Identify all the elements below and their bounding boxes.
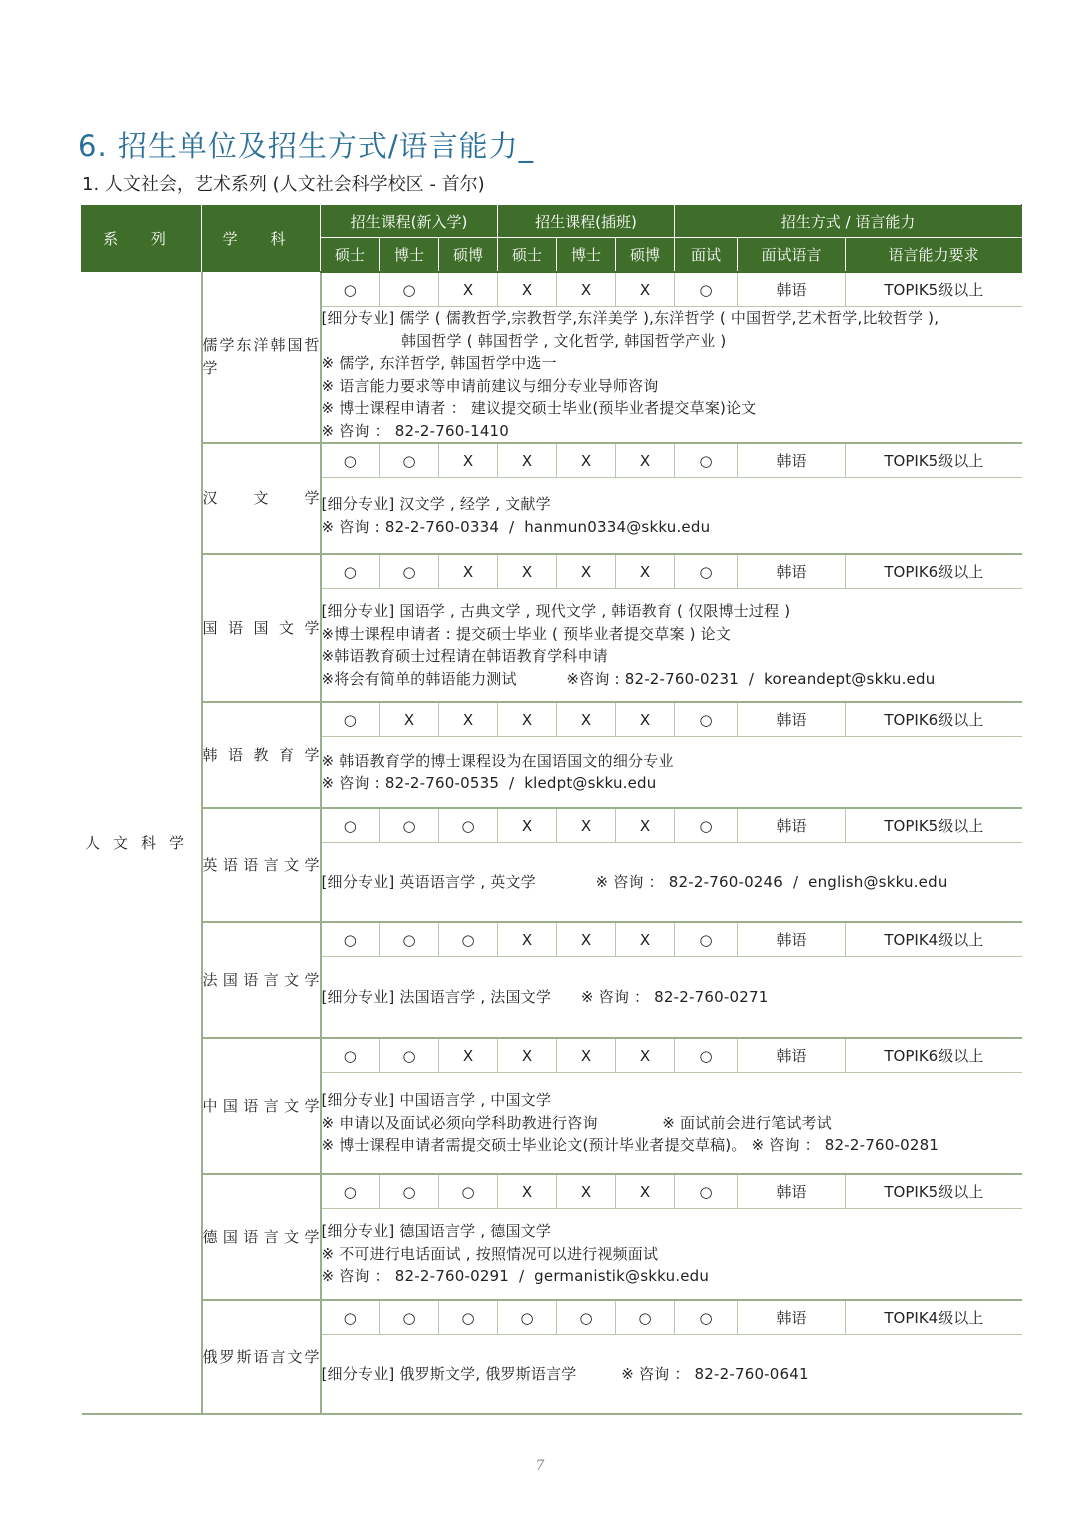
- table-row: [82, 1174, 1022, 1209]
- dept-name: 儒学东洋韩国哲学: [202, 272, 321, 443]
- program-mark-cell: X: [616, 443, 675, 478]
- program-mark-cell: X: [557, 1038, 616, 1073]
- program-mark-cell: TOPIK5级以上: [846, 272, 1022, 307]
- dept-name: 俄罗斯语言文学: [202, 1300, 321, 1414]
- program-mark-cell: X: [557, 922, 616, 957]
- dept-detail: [细分专业] 法国语言学 , 法国文学 ※ 咨询 ： 82-2-760-0271: [321, 957, 1022, 1039]
- header-sub: 硕士: [498, 238, 557, 273]
- program-mark-cell: ○: [321, 808, 380, 843]
- program-mark-cell: ○: [380, 443, 439, 478]
- program-mark-cell: X: [439, 702, 498, 737]
- program-mark-cell: TOPIK5级以上: [846, 1174, 1022, 1209]
- dept-detail: [细分专业] 德国语言学 , 德国文学 ※ 不可进行电话面试 , 按照情况可以进行视频面试 ※ 咨询 ： 82-2-760-0291 / germanistik@skku.edu: [321, 1209, 1022, 1301]
- page-number: 7: [535, 1458, 545, 1474]
- program-mark-cell: X: [616, 1174, 675, 1209]
- program-mark-cell: 韩语: [738, 922, 846, 957]
- program-mark-cell: X: [616, 808, 675, 843]
- table-row: [82, 702, 1022, 737]
- program-mark-cell: ○: [439, 1174, 498, 1209]
- header-sub: 硕士: [321, 238, 380, 273]
- program-mark-cell: X: [498, 808, 557, 843]
- dept-name: 汉文学: [202, 443, 321, 554]
- program-mark-cell: X: [557, 1174, 616, 1209]
- dept-name: 国语国文学: [202, 554, 321, 702]
- program-mark-cell: TOPIK6级以上: [846, 1038, 1022, 1073]
- program-mark-cell: ○: [498, 1300, 557, 1335]
- program-mark-cell: TOPIK5级以上: [846, 443, 1022, 478]
- program-mark-cell: 韩语: [738, 808, 846, 843]
- program-mark-cell: X: [380, 702, 439, 737]
- program-mark-cell: TOPIK4级以上: [846, 922, 1022, 957]
- header-dept: 学 科: [202, 205, 321, 273]
- program-mark-cell: X: [439, 554, 498, 589]
- header-sub: 博士: [380, 238, 439, 273]
- program-mark-cell: ○: [675, 808, 738, 843]
- dept-detail: ※ 韩语教育学的博士课程设为在国语国文的细分专业 ※ 咨询 : 82-2-760-0535 / kledpt@skku.edu: [321, 737, 1022, 809]
- dept-detail: [细分专业] 汉文学 , 经学 , 文献学 ※ 咨询 : 82-2-760-0334 / hanmun0334@skku.edu: [321, 478, 1022, 555]
- program-mark-cell: ○: [439, 808, 498, 843]
- dept-detail: [细分专业] 儒学 ( 儒教哲学,宗教哲学,东洋美学 ),东洋哲学 ( 中国哲学,艺术哲学,比较哲学 ), 韩国哲学 ( 韩国哲学 , 文化哲学, 韩国哲学产业 ) ※ 儒学, 东洋哲学, 韩国哲学中选一 ※ 语言能力要求等申请前建议与细分专业导师咨询 ※ 博士课程申请者 ： 建议提交硕士毕业(预毕业者提交草案)论文 ※ 咨询 ： 82-2-760-1410: [321, 307, 1022, 444]
- program-mark-cell: ○: [675, 1174, 738, 1209]
- program-mark-cell: ○: [675, 554, 738, 589]
- program-mark-cell: X: [439, 1038, 498, 1073]
- program-mark-cell: X: [557, 554, 616, 589]
- admissions-table: [81, 204, 1022, 1415]
- section-subtitle: 1. 人文社会，艺术系列 (人文社会科学校区 - 首尔): [82, 174, 485, 195]
- program-mark-cell: ○: [675, 702, 738, 737]
- program-mark-cell: ○: [321, 702, 380, 737]
- header-sub: 硕博: [439, 238, 498, 273]
- header-series: 系 列: [82, 205, 202, 273]
- table-row: [82, 922, 1022, 957]
- table-row: [82, 554, 1022, 589]
- program-mark-cell: ○: [380, 1038, 439, 1073]
- dept-name: 德国语言文学: [202, 1174, 321, 1300]
- dept-name: 中国语言文学: [202, 1038, 321, 1174]
- program-mark-cell: ○: [675, 443, 738, 478]
- dept-name: 韩语教育学: [202, 702, 321, 808]
- program-mark-cell: X: [616, 702, 675, 737]
- program-mark-cell: X: [439, 443, 498, 478]
- program-mark-cell: ○: [321, 1038, 380, 1073]
- header-sub: 硕博: [616, 238, 675, 273]
- program-mark-cell: ○: [439, 922, 498, 957]
- program-mark-cell: ○: [380, 922, 439, 957]
- program-mark-cell: ○: [380, 808, 439, 843]
- dept-detail: [细分专业] 中国语言学 , 中国文学 ※ 申请以及面试必须向学科助教进行咨询 ※ 面试前会进行笔试考试 ※ 博士课程申请者需提交硕士毕业论文(预计毕业者提交草稿)。 ※ 咨询 ： 82-2-760-0281: [321, 1073, 1022, 1175]
- program-mark-cell: ○: [321, 443, 380, 478]
- header-group-new: 招生课程(新入学): [321, 205, 498, 238]
- program-mark-cell: X: [498, 443, 557, 478]
- program-mark-cell: ○: [675, 922, 738, 957]
- series-name: 人文科学: [82, 272, 202, 1414]
- program-mark-cell: ○: [380, 554, 439, 589]
- header-sub: 面试语言: [738, 238, 846, 273]
- table-row: [82, 808, 1022, 843]
- program-mark-cell: X: [616, 1038, 675, 1073]
- program-mark-cell: ○: [675, 1300, 738, 1335]
- program-mark-cell: X: [616, 554, 675, 589]
- program-mark-cell: X: [557, 808, 616, 843]
- program-mark-cell: X: [557, 702, 616, 737]
- program-mark-cell: X: [557, 443, 616, 478]
- program-mark-cell: ○: [321, 922, 380, 957]
- program-mark-cell: ○: [616, 1300, 675, 1335]
- dept-detail: [细分专业] 英语语言学 , 英文学 ※ 咨询 ： 82-2-760-0246 / english@skku.edu: [321, 843, 1022, 923]
- program-mark-cell: ○: [439, 1300, 498, 1335]
- program-mark-cell: 韩语: [738, 443, 846, 478]
- program-mark-cell: X: [616, 272, 675, 307]
- program-mark-cell: 韩语: [738, 1038, 846, 1073]
- program-mark-cell: 韩语: [738, 1174, 846, 1209]
- dept-detail: [细分专业] 国语学 , 古典文学 , 现代文学 , 韩语教育 ( 仅限博士过程 ) ※博士课程申请者 : 提交硕士毕业 ( 预毕业者提交草案 ) 论文 ※韩语教育硕士过程请在韩语教育学科申请 ※将会有简单的韩语能力测试 ※咨询 : 82-2-760-0231 / koreandept@skku.edu: [321, 589, 1022, 703]
- program-mark-cell: X: [498, 1174, 557, 1209]
- program-mark-cell: ○: [321, 272, 380, 307]
- program-mark-cell: 韩语: [738, 272, 846, 307]
- program-mark-cell: ○: [380, 1300, 439, 1335]
- program-mark-cell: X: [498, 702, 557, 737]
- program-mark-cell: X: [439, 272, 498, 307]
- program-mark-cell: X: [498, 554, 557, 589]
- program-mark-cell: X: [498, 272, 557, 307]
- program-mark-cell: X: [498, 922, 557, 957]
- program-mark-cell: 韩语: [738, 554, 846, 589]
- program-mark-cell: ○: [675, 1038, 738, 1073]
- program-mark-cell: 韩语: [738, 702, 846, 737]
- program-mark-cell: TOPIK5级以上: [846, 808, 1022, 843]
- table-header-row-1: [82, 205, 1022, 238]
- program-mark-cell: ○: [380, 272, 439, 307]
- program-mark-cell: X: [498, 1038, 557, 1073]
- table-row: [82, 1300, 1022, 1335]
- header-sub: 语言能力要求: [846, 238, 1022, 273]
- program-mark-cell: ○: [321, 554, 380, 589]
- program-mark-cell: ○: [321, 1174, 380, 1209]
- header-sub: 面试: [675, 238, 738, 273]
- table-row: [82, 1038, 1022, 1073]
- program-mark-cell: X: [616, 922, 675, 957]
- dept-detail: [细分专业] 俄罗斯文学, 俄罗斯语言学 ※ 咨询 ： 82-2-760-0641: [321, 1335, 1022, 1415]
- header-sub: 博士: [557, 238, 616, 273]
- dept-name: 英语语言文学: [202, 808, 321, 922]
- header-group-method: 招生方式 / 语言能力: [675, 205, 1022, 238]
- page-title: 6. 招生单位及招生方式/语言能力_: [78, 129, 535, 163]
- table-row: [82, 272, 1022, 307]
- program-mark-cell: TOPIK6级以上: [846, 702, 1022, 737]
- program-mark-cell: X: [557, 272, 616, 307]
- program-mark-cell: ○: [380, 1174, 439, 1209]
- program-mark-cell: ○: [321, 1300, 380, 1335]
- program-mark-cell: ○: [557, 1300, 616, 1335]
- dept-name: 法国语言文学: [202, 922, 321, 1038]
- table-row: [82, 443, 1022, 478]
- program-mark-cell: TOPIK4级以上: [846, 1300, 1022, 1335]
- program-mark-cell: TOPIK6级以上: [846, 554, 1022, 589]
- header-group-transfer: 招生课程(插班): [498, 205, 675, 238]
- program-mark-cell: 韩语: [738, 1300, 846, 1335]
- program-mark-cell: ○: [675, 272, 738, 307]
